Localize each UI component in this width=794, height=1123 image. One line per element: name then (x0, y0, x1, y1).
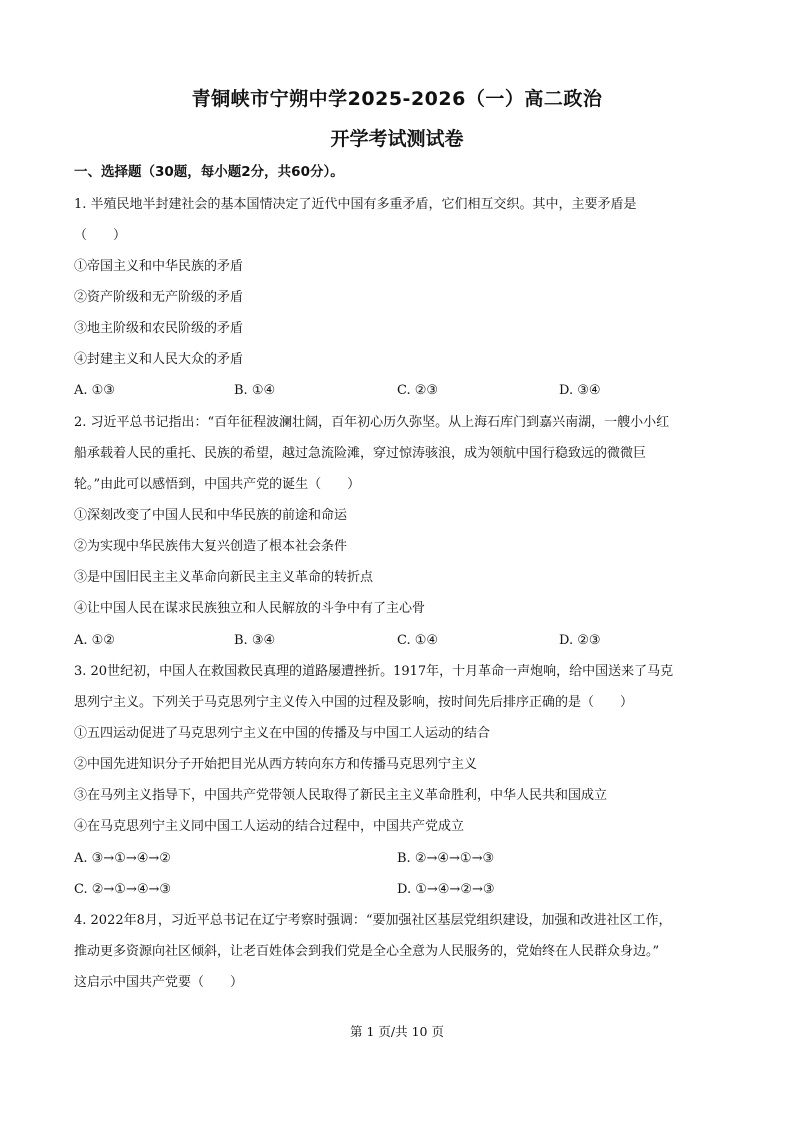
exam-title: 青铜峡市宁朔中学2025-2026（一）高二政治 (191, 88, 603, 110)
exam-subtitle: 开学考试测试卷 (330, 128, 464, 150)
q2-statement-4: ④让中国人民在谋求民族独立和人民解放的斗争中有了主心骨 (74, 601, 426, 616)
section-heading: 一、选择题（30题，每小题2分，共60分）。 (74, 164, 344, 180)
q1-statement-2: ②资产阶级和无产阶级的矛盾 (74, 290, 244, 305)
q3-option-b: B. ②→④→①→③ (397, 851, 495, 866)
q2-statement-2: ②为实现中华民族伟大复兴创造了根本社会条件 (74, 539, 348, 554)
q3-option-a: A. ③→①→④→② (74, 851, 171, 866)
q1-stem-line1: 1. 半殖民地半封建社会的基本国情决定了近代中国有多重矛盾，它们相互交织。其中，主要矛盾是 (74, 197, 637, 212)
q1-statement-3: ③地主阶级和农民阶级的矛盾 (74, 321, 244, 336)
q2-option-d: D. ②③ (559, 633, 601, 648)
q3-stem-line2: 思列宁主义。下列关于马克思列宁主义传入中国的过程及影响，按时间先后排序正确的是（ ） (74, 695, 634, 710)
q2-statement-3: ③是中国旧民主主义革命向新民主主义革命的转折点 (74, 570, 374, 585)
page-footer: 第 1 页/共 10 页 (350, 1024, 444, 1039)
q1-statement-4: ④封建主义和人民大众的矛盾 (74, 352, 244, 367)
q4-stem-line3: 这启示中国共产党要（ ） (74, 975, 244, 990)
q1-option-c: C. ②③ (397, 383, 439, 398)
q1-option-a: A. ①③ (74, 383, 115, 398)
q2-option-a: A. ①② (74, 633, 115, 648)
q1-option-b: B. ①④ (234, 383, 276, 398)
q2-option-c: C. ①④ (397, 633, 439, 648)
q4-stem-line1: 4. 2022年8月，习近平总书记在辽宁考察时强调：“要加强社区基层党组织建设，加强和改进社区工作， (74, 913, 672, 928)
q3-option-d: D. ①→④→②→③ (397, 882, 495, 897)
q2-stem-line2: 船承载着人民的重托、民族的希望，越过急流险滩，穿过惊涛骇浪，成为领航中国行稳致远的微微巨 (74, 446, 647, 461)
q3-statement-1: ①五四运动促进了马克思列宁主义在中国的传播及与中国工人运动的结合 (74, 726, 491, 741)
q2-stem-line1: 2. 习近平总书记指出：“百年征程波澜壮阔，百年初心历久弥坚。从上海石库门到嘉兴南湖，一艘小小红 (74, 415, 670, 430)
q3-statement-4: ④在马克思列宁主义同中国工人运动的结合过程中，中国共产党成立 (74, 819, 465, 834)
q3-statement-2: ②中国先进知识分子开始把目光从西方转向东方和传播马克思列宁主义 (74, 757, 478, 772)
q3-statement-3: ③在马列主义指导下，中国共产党带领人民取得了新民主主义革命胜利，中华人民共和国成立 (74, 788, 608, 803)
q2-stem-line3: 轮。”由此可以感悟到，中国共产党的诞生（ ） (74, 477, 361, 492)
q1-statement-1: ①帝国主义和中华民族的矛盾 (74, 259, 244, 274)
q1-stem-line2: （ ） (74, 228, 127, 243)
q4-stem-line2: 推动更多资源向社区倾斜，让老百姓体会到我们党是全心全意为人民服务的，党始终在人民群众身边。” (74, 944, 660, 959)
q1-option-d: D. ③④ (559, 383, 601, 398)
q2-option-b: B. ③④ (234, 633, 276, 648)
q2-statement-1: ①深刻改变了中国人民和中华民族的前途和命运 (74, 508, 348, 523)
q3-stem-line1: 3. 20世纪初，中国人在救国救民真理的道路屡遭挫折。1917年，十月革命一声炮响，给中国送来了马克 (74, 664, 674, 679)
q3-option-c: C. ②→①→④→③ (74, 882, 172, 897)
